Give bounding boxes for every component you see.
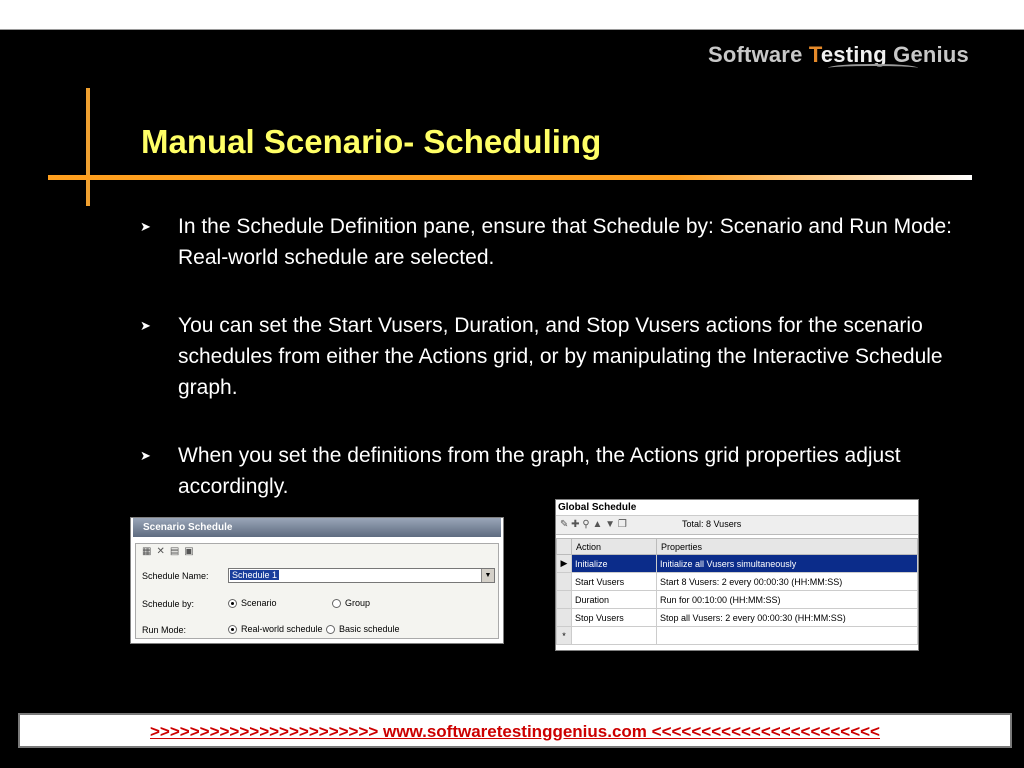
scenario-schedule-titlebar: Scenario Schedule [133, 518, 501, 537]
logo-swoosh-icon [828, 64, 918, 72]
footer-banner [18, 713, 1012, 748]
copy-icon[interactable]: ❐ [617, 519, 627, 530]
schedule-by-group-label: Group [345, 598, 371, 608]
edit-action-icon[interactable]: ✎ [560, 519, 569, 530]
bullet-arrow-icon: ➤ [140, 219, 151, 234]
empty-cell[interactable] [657, 627, 918, 645]
schedule-name-value: Schedule 1 [232, 570, 278, 580]
total-vusers: Total: 8 Vusers [682, 519, 742, 529]
accent-horizontal-line [48, 175, 972, 180]
radio-selected-icon [228, 599, 237, 608]
find-icon[interactable]: ⚲ [582, 519, 590, 530]
row-header [557, 573, 572, 591]
footer-link[interactable]: >>>>>>>>>>>>>>>>>>>>>>> www.softwaretestinggenius.com <<<<<<<<<<<<<<<<<<<<<<< [150, 722, 880, 741]
properties-cell[interactable]: Stop all Vusers: 2 every 00:00:30 (HH:MM:SS) [657, 609, 918, 627]
bullet-text: When you set the definitions from the graph, the Actions grid properties adjust accordingly. [178, 444, 901, 498]
bullet-arrow-icon: ➤ [140, 448, 151, 463]
properties-cell[interactable]: Initialize all Vusers simultaneously [657, 555, 918, 573]
action-cell[interactable]: Initialize [572, 555, 657, 573]
radio-selected-icon [228, 625, 237, 634]
delete-schedule-icon[interactable]: ✕ [156, 546, 170, 557]
schedule-properties-icon[interactable]: ▣ [184, 546, 199, 557]
actions-grid-header [557, 539, 918, 555]
run-mode-basic-radio[interactable] [326, 624, 400, 634]
table-row[interactable] [557, 555, 918, 573]
logo-word-software: Software [708, 42, 803, 67]
run-mode-realworld-radio[interactable] [228, 624, 323, 634]
schedule-by-scenario-radio[interactable] [228, 598, 277, 608]
slide-title: Manual Scenario- Scheduling [141, 123, 602, 160]
table-row[interactable] [557, 573, 918, 591]
column-header-properties[interactable]: Properties [657, 539, 918, 555]
new-schedule-icon[interactable]: ▦ [142, 546, 157, 557]
logo-word-genius: Genius [893, 42, 969, 67]
bullet-text: You can set the Start Vusers, Duration, and Stop Vusers actions for the scenario schedules from either the Actions grid, or by manipulating the Interactive Schedule graph. [178, 314, 943, 399]
top-strip [0, 0, 1024, 30]
new-row-marker: * [557, 627, 572, 645]
bullet-item [140, 440, 1000, 502]
scenario-schedule-panel [130, 517, 504, 644]
move-up-icon[interactable]: ▲ [592, 519, 603, 530]
schedule-name-label: Schedule Name: [142, 571, 209, 581]
schedule-by-group-radio[interactable] [332, 598, 370, 608]
schedule-by-scenario-label: Scenario [241, 598, 277, 608]
table-row[interactable] [557, 591, 918, 609]
column-header-action[interactable]: Action [572, 539, 657, 555]
table-row[interactable] [557, 609, 918, 627]
properties-cell[interactable]: Run for 00:10:00 (HH:MM:SS) [657, 591, 918, 609]
run-mode-label: Run Mode: [142, 625, 187, 635]
scenario-toolbar [142, 546, 199, 557]
row-header [557, 609, 572, 627]
bullet-item [140, 310, 1000, 403]
bullet-item [140, 211, 1000, 273]
action-cell[interactable]: Start Vusers [572, 573, 657, 591]
scenario-schedule-body [135, 543, 499, 639]
radio-empty-icon [332, 599, 341, 608]
schedule-by-label: Schedule by: [142, 599, 195, 609]
global-schedule-panel [555, 499, 919, 651]
logo-word-testing: esting [820, 42, 887, 67]
row-header [557, 591, 572, 609]
add-action-icon[interactable]: ✚ [571, 519, 580, 530]
properties-cell[interactable]: Start 8 Vusers: 2 every 00:00:30 (HH:MM:SS) [657, 573, 918, 591]
radio-empty-icon [326, 625, 335, 634]
actions-grid [556, 538, 918, 645]
rename-schedule-icon[interactable]: ▤ [169, 546, 185, 557]
empty-cell[interactable] [572, 627, 657, 645]
brand-logo [708, 42, 969, 68]
schedule-name-select[interactable] [228, 568, 495, 583]
global-schedule-toolbar [556, 516, 918, 535]
new-row[interactable] [557, 627, 918, 645]
run-mode-basic-label: Basic schedule [339, 624, 400, 634]
row-header-corner [557, 539, 572, 555]
top-border [0, 29, 1024, 30]
logo-letter-t: T [808, 42, 821, 67]
global-schedule-title: Global Schedule [556, 500, 918, 516]
action-cell[interactable]: Stop Vusers [572, 609, 657, 627]
chevron-down-icon[interactable]: ▼ [481, 569, 494, 582]
move-down-icon[interactable]: ▼ [605, 519, 616, 530]
action-cell[interactable]: Duration [572, 591, 657, 609]
accent-vertical-line [86, 88, 90, 206]
run-mode-realworld-label: Real-world schedule [241, 624, 323, 634]
bullet-list [140, 211, 1000, 539]
bullet-text: In the Schedule Definition pane, ensure that Schedule by: Scenario and Run Mode: Real-world schedule are selected. [178, 215, 953, 269]
row-pointer-icon: ▶ [557, 555, 572, 573]
bullet-arrow-icon: ➤ [140, 318, 151, 333]
